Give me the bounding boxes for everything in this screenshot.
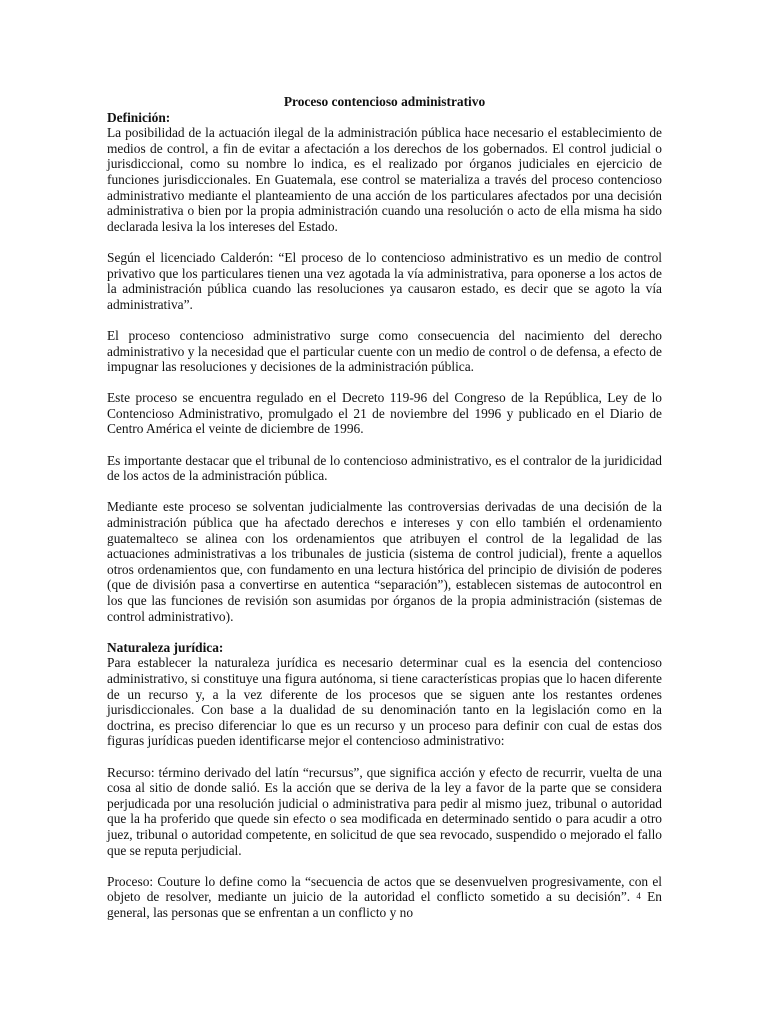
- paragraph: Mediante este proceso se solventan judicialmente las controversias derivadas de una decisión de la administración pública que ha afectado derechos e intereses y con ello también el ordenamiento guatemalteco se alinea con los ordenamientos que atribuyen el control de la legalidad de las actuaciones administrativas a los tribunales de justicia (sistema de control judicial), frente a aquellos otros ordenamientos que, con fundamento en una lectura histórica del principio de división de poderes (que de división pasa a convertirse en autentica “separación”), establecen sistemas de autocontrol en los que las funciones de revisión son asumidas por órganos de la propia administración (sistemas de control administrativo).: [107, 499, 662, 624]
- footnote-marker[interactable]: 4: [636, 891, 641, 902]
- heading-naturaleza-juridica: Naturaleza jurídica:: [107, 639, 224, 655]
- paragraph: Recurso: término derivado del latín “recursus”, que significa acción y efecto de recurrir, vuelta de una cosa al sitio de donde salió. Es la acción que se deriva de la ley a favor de la parte que se considera perjudicada por una resolución judicial o administrativa para pedir al mismo juez, tribunal o autoridad que la ha proferido que quede sin efecto o sea modificada en determinado sentido o para acudir a otro juez, tribunal o autoridad competente, en solicitud de que sea revocado, suspendido o mejorado el fallo que se reputa perjudicial.: [107, 764, 662, 858]
- paragraph: Según el licenciado Calderón: “El proceso de lo contencioso administrativo es un medio de control privativo que los particulares tienen una vez agotada la vía administrativa, para oponerse a los actos de la administración pública cuando las resoluciones ya causaron estado, es decir que se agoto la vía administrativa”.: [107, 249, 662, 312]
- paragraph: Para establecer la naturaleza jurídica es necesario determinar cual es la esencia del contencioso administrativo, si constituye una figura autónoma, si tiene características propias que lo hacen diferente de un recurso y, a la vez diferente de los procesos que se siguen ante los restantes ordenes jurisdiccionales. Con base a la dualidad de su denominación tanto en la legislación como en la doctrina, es preciso diferenciar lo que es un recurso y un proceso para definir con cual de estas dos figuras jurídicas pueden identificarse mejor el contencioso administrativo:: [107, 655, 662, 749]
- document-title: Proceso contencioso administrativo: [283, 94, 486, 109]
- document-page: [107, 94, 662, 936]
- paragraph-proceso: [107, 874, 662, 921]
- paragraph: Es importante destacar que el tribunal de lo contencioso administrativo, es el contralor de la juridicidad de los actos de la administración pública.: [107, 452, 662, 484]
- paragraph-text: Proceso: Couture lo define como la “secuencia de actos que se desenvuelven progresivamente, con el objeto de resolver, mediante un juicio de la autoridad el conflicto sometido a su decisión”.: [107, 873, 662, 905]
- paragraph-text: En general, las personas que se enfrentan a un conflicto y no: [107, 889, 662, 920]
- heading-definicion: Definición:: [107, 109, 171, 125]
- paragraph: La posibilidad de la actuación ilegal de la administración pública hace necesario el establecimiento de medios de control, a fin de evitar a afectación a los derechos de los gobernados. El control judicial o jurisdiccional, como su nombre lo indica, es el realizado por órganos judiciales en ejercicio de funciones jurisdiccionales. En Guatemala, ese control se materializa a través del proceso contencioso administrativo mediante el planteamiento de una acción de los particulares afectados por una decisión administrativa o bien por la propia administración cuando una resolución o acto de ella misma ha sido declarada lesiva la los intereses del Estado.: [107, 125, 662, 234]
- paragraph: Este proceso se encuentra regulado en el Decreto 119-96 del Congreso de la República, Ley de lo Contencioso Administrativo, promulgado el 21 de noviembre del 1996 y publicado en el Diario de Centro América el veinte de diciembre de 1996.: [107, 390, 662, 437]
- paragraph: El proceso contencioso administrativo surge como consecuencia del nacimiento del derecho administrativo y la necesidad que el particular cuente con un medio de control o de defensa, a efecto de impugnar las resoluciones y decisiones de la administración pública.: [107, 327, 662, 375]
